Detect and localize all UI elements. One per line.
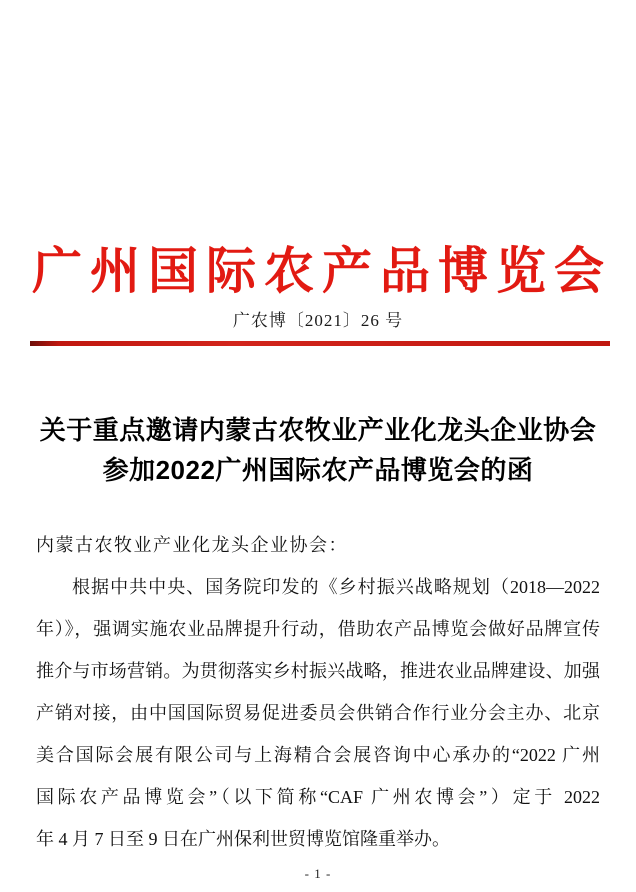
masthead-org-title: 广州国际农产品博览会: [32, 243, 604, 299]
document-title-line-1: 关于重点邀请内蒙古农牧业产业化龙头企业协会: [39, 415, 597, 445]
body-line: 根据中共中央、国务院印发的《乡村振兴战略规划（2018—2022: [72, 577, 600, 597]
page-number: - 1 -: [304, 866, 332, 881]
body-line: 年 4 月 7 日至 9 日在广州保利世贸博览馆隆重举办。: [36, 829, 450, 849]
salutation-line: 内蒙古农牧业产业化龙头企业协会：: [36, 535, 348, 555]
body-line: 产销对接，由中国国际贸易促进委员会供销合作行业分会主办、北京: [36, 703, 600, 723]
body-line: 年）》，强调实施农业品牌提升行动，借助农产品博览会做好品牌宣传: [36, 619, 600, 639]
body-line: 推介与市场营销。为贯彻落实乡村振兴战略，推进农业品牌建设、加强: [36, 661, 600, 681]
body-text: [36, 524, 600, 860]
body-line: 美合国际会展有限公司与上海精合会展咨询中心承办的“2022 广州: [36, 745, 600, 765]
body-line: 国际农产品博览会”（以下简称“CAF 广州农博会”）定于 2022: [36, 787, 600, 807]
doc-number: 广农博〔2021〕26 号: [232, 311, 404, 330]
document-title-line-2: 参加2022广州国际农产品博览会的函: [102, 455, 534, 485]
red-divider-rule: [30, 341, 610, 346]
document-title: [0, 410, 636, 490]
